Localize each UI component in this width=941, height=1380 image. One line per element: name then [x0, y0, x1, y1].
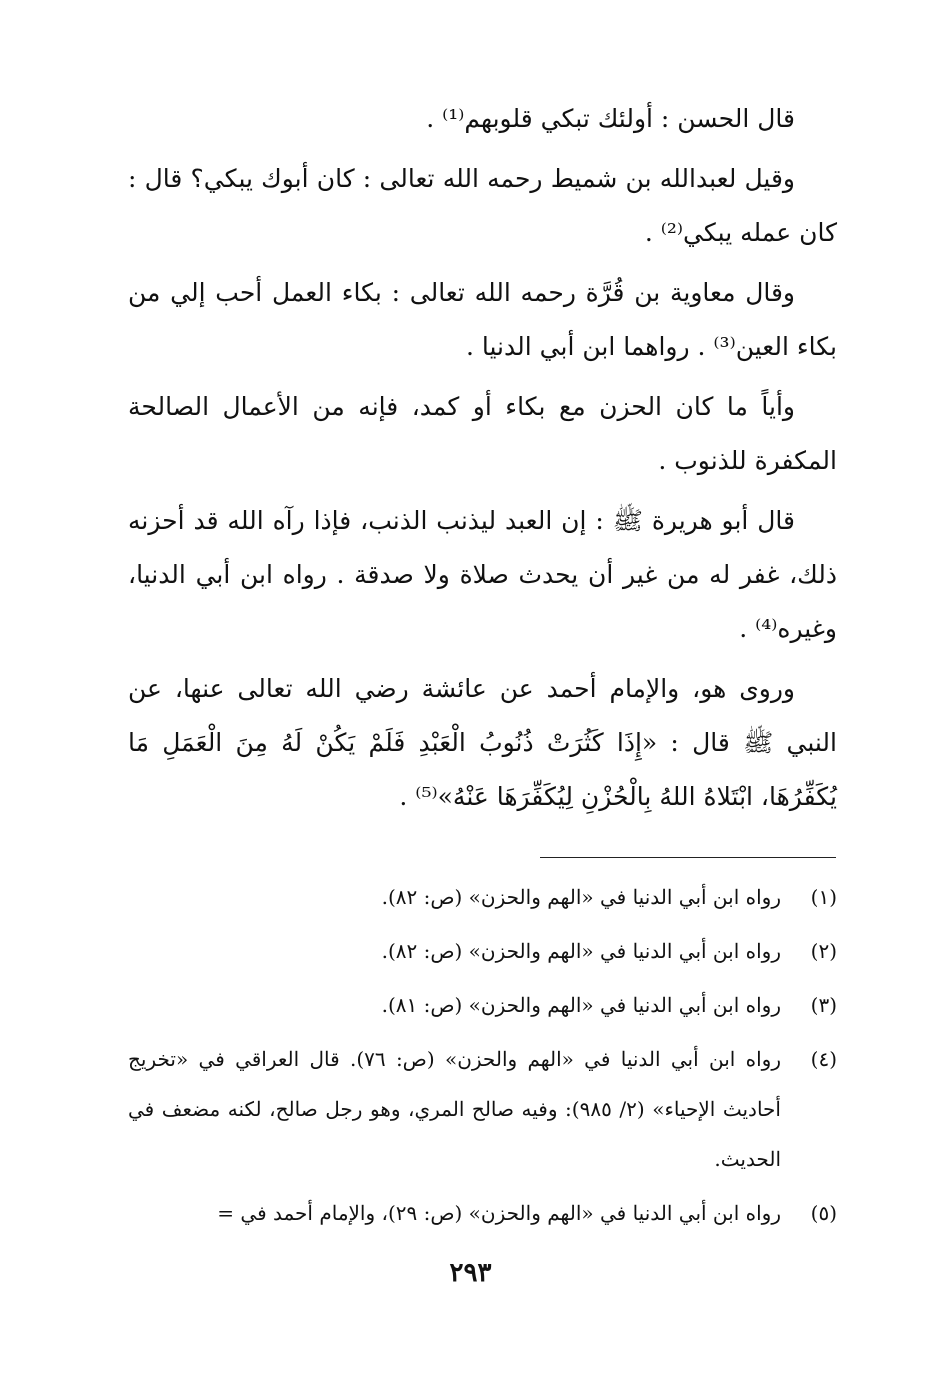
footnote — [128, 926, 837, 976]
footnote-number: (٤) — [810, 1047, 837, 1071]
footnote-text: رواه ابن أبي الدنيا في «الهم والحزن» (ص: ٢٩)، والإمام أحمد في = — [217, 1201, 781, 1225]
footnote-number: (٢) — [810, 939, 837, 963]
paragraph: وروى هو، والإمام أحمد عن عائشة رضي الله تعالى عنها، عن النبي ﷺ قال : «إِذَا كَثُرَتْ ذُنُوبُ الْعَبْدِ فَلَمْ يَكُنْ لَهُ مِنَ الْعَمَلِ مَا يُكَفِّرُهَا، ابْتَلاهُ اللهُ بِالْحُزْنِ لِيُكَفِّرَهَا عَنْهُ»⁽⁵⁾ . — [128, 674, 837, 811]
footnote-text: رواه ابن أبي الدنيا في «الهم والحزن» (ص: ٨٢). — [381, 885, 781, 909]
footnote-number: (٥) — [810, 1201, 837, 1225]
footnotes — [128, 868, 837, 1242]
footnote — [128, 872, 837, 922]
footnote — [128, 1034, 837, 1184]
footnote — [128, 1188, 837, 1238]
footnote-text: رواه ابن أبي الدنيا في «الهم والحزن» (ص: ٨٢). — [381, 939, 781, 963]
paragraph: وقال معاوية بن قُرَّة رحمه الله تعالى : بكاء العمل أحب إلي من بكاء العين⁽³⁾ . رواهما ابن أبي الدنيا . — [128, 278, 837, 361]
footnote — [128, 980, 837, 1030]
footnote-text: رواه ابن أبي الدنيا في «الهم والحزن» (ص: ٧٦). قال العراقي في «تخريج أحاديث الإحياء» (٢/ ٩٨٥): وفيه صالح المري، وهو رجل صالح، لكنه مضعف في الحديث. — [128, 1047, 781, 1171]
footnote-text: رواه ابن أبي الدنيا في «الهم والحزن» (ص: ٨١). — [381, 993, 781, 1017]
main-text — [128, 92, 837, 824]
page-number: ٢٩٣ — [449, 1258, 492, 1288]
footnote-number: (٣) — [810, 993, 837, 1017]
footnote-number: (١) — [810, 885, 837, 909]
paragraph: وأياً ما كان الحزن مع بكاء أو كمد، فإنه من الأعمال الصالحة المكفرة للذنوب . — [128, 392, 837, 475]
paragraph: وقيل لعبدالله بن شميط رحمه الله تعالى : كان أبوك يبكي؟ قال : كان عمله يبكي⁽²⁾ . — [128, 164, 837, 247]
paragraph: قال أبو هريرة ﷺ : إن العبد ليذنب الذنب، فإذا رآه الله قد أحزنه ذلك، غفر له من غير أن يحدث صلاة ولا صدقة . رواه ابن أبي الدنيا، وغيره⁽⁴⁾ . — [128, 506, 837, 643]
paragraph: قال الحسن : أولئك تبكي قلوبهم⁽¹⁾ . — [426, 104, 795, 133]
footnote-separator — [540, 857, 836, 858]
